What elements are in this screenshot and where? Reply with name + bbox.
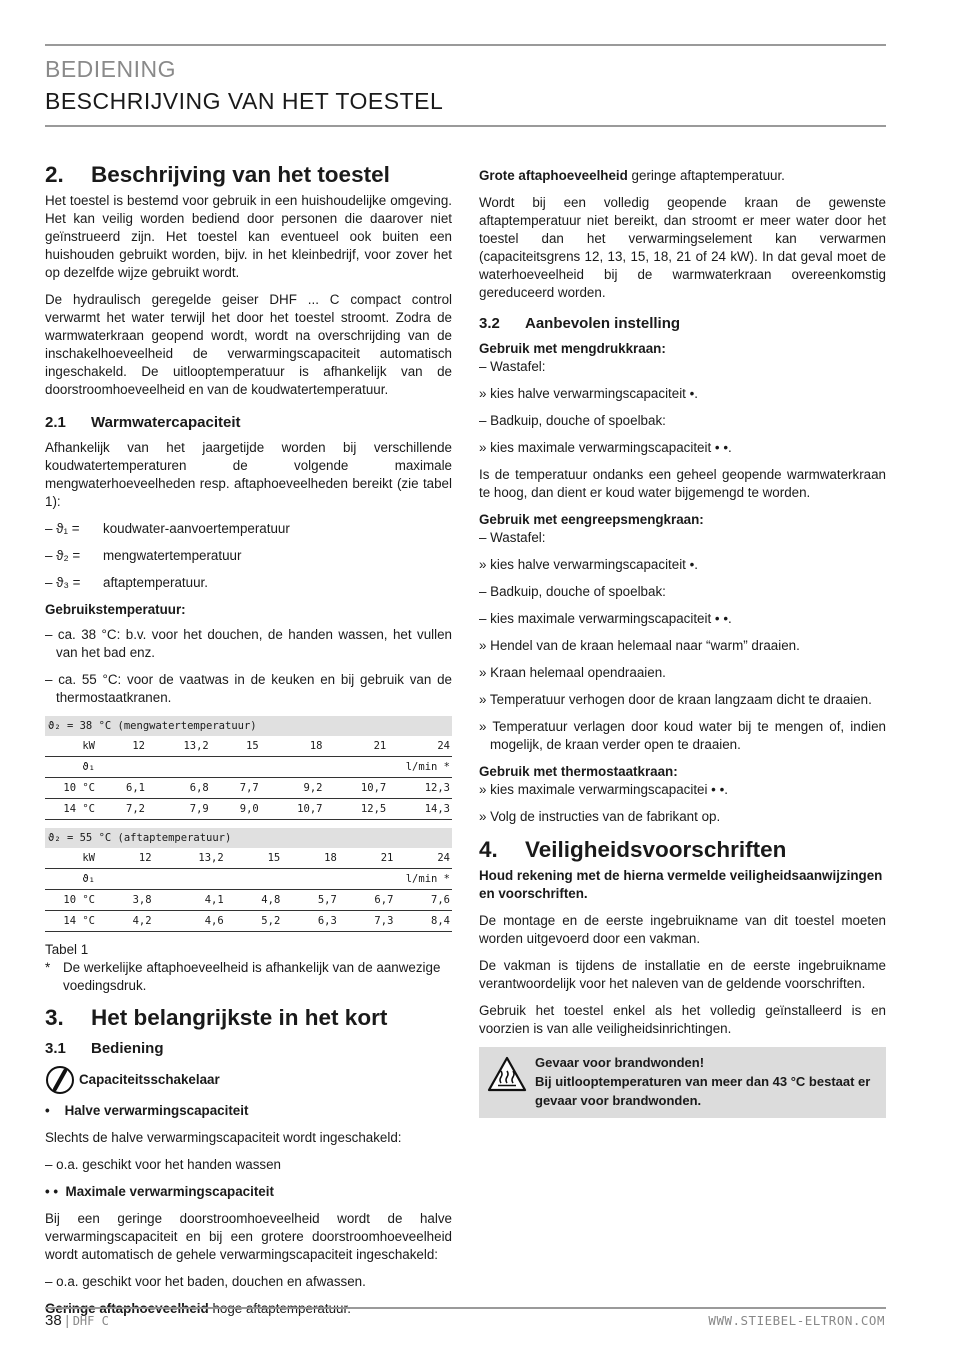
s2-paragraph-1: Het toestel is bestemd voor gebruik in een huishoudelijke omgeving. Het kan veilig worden bediend door personen die daarover niet geïnstrueerd zijn. Het toestel kan eventueel ook buiten een huishouden gebruikt worden, bijv. in het kleinbedrijf, voor zover het op dezelfde wijze gebruikt wordt. (45, 193, 452, 280)
table-caption: Tabel 1 (45, 942, 89, 957)
group-title: Gebruik met mengdrukkraan: (479, 341, 666, 356)
safety-paragraph-3: Gebruik het toestel enkel als het volledig geïnstalleerd is en voorzien is van alle veiligheidsinrichtingen. (479, 1003, 886, 1036)
s21-paragraph: Afhankelijk van het jaargetijde worden bij verschillende koudwatertemperaturen de volgende maximale mengwaterhoeveelheden resp. aftaphoeveelheden bereikt (zie tabel 1): (45, 440, 452, 509)
website-url: WWW.STIEBEL-ELTRON.COM (708, 1313, 885, 1328)
top-rule (45, 44, 886, 46)
list-item: – Badkuip, douche of spoelbak: (479, 413, 666, 428)
table-footnote: * De werkelijke aftaphoeveelheid is afhankelijk van de aanwezige voedingsdruk. (45, 960, 441, 993)
definition-row: – ϑ₁ = koudwater-aanvoertemperatuur (45, 521, 290, 536)
right-column (479, 167, 886, 1118)
section-4-heading: 4. Veiligheidsvoorschriften (479, 837, 787, 862)
list-item: » Hendel van de kraan helemaal naar “warm” draaien. (479, 638, 800, 653)
list-item: » kies halve verwarmingscapaciteit •. (479, 557, 699, 572)
list-item: – Wastafel: (479, 530, 546, 545)
safety-lead: Houd rekening met de hierna vermelde veiligheidsaanwijzingen en voorschriften. (479, 868, 883, 901)
capacity-table-55: ϑ₂ = 55 °C (aftaptemperatuur) kW 12 13,2 15 18 21 24 ϑ₁ l/min * 10 °C 3,8 4,1 4,8 5,7 6,7 7,6 14 °C 4,2 4,6 5,2 6,3 7,3 8,4 (45, 828, 452, 932)
table-row: 14 °C 4,2 4,6 5,2 6,3 7,3 8,4 (45, 911, 452, 932)
usage-item: – ca. 38 °C: b.v. voor het douchen, de handen wassen, het vullen van het bad enz. (45, 627, 452, 660)
header-section: BEDIENING (45, 56, 177, 82)
list-item: » kies maximale verwarmingscapacitei • •. (479, 782, 729, 797)
hot-surface-warning-icon (487, 1053, 535, 1110)
half-capacity-text: Slechts de halve verwarmingscapaciteit wordt ingeschakeld: (45, 1130, 402, 1145)
left-column (45, 160, 452, 1327)
section-3-1-heading: 3.1 Bediening (45, 1040, 164, 1057)
definition-row: – ϑ₃ = aftaptemperatuur. (45, 575, 208, 590)
warning-text: Gevaar voor brandwonden! Bij uitlooptemperaturen van meer dan 43 °C bestaat er gevaar voor brandwonden. (535, 1055, 871, 1108)
table-row: 10 °C 6,1 6,8 7,7 9,2 10,7 12,3 (45, 778, 452, 799)
max-capacity-title: • • Maximale verwarmingscapaciteit (45, 1184, 274, 1199)
group-note: Is de temperatuur ondanks een geheel geopende warmwaterkraan te hoog, dan dient er koud water bijgemengd te worden. (479, 467, 886, 500)
capacity-switch-icon (45, 1065, 79, 1095)
high-flow-note: Grote aftaphoeveelheid geringe aftaptemperatuur. (479, 168, 785, 183)
usage-item: – ca. 55 °C: voor de vaatwas in de keuken en bij gebruik van de thermostaatkranen. (45, 672, 452, 705)
open-tap-paragraph: Wordt bij een volledig geopende kraan de gewenste aftaptemperatuur niet bereikt, dan stroomt er meer water door het toestel dan het verwarmingselement kan verwarmen (capaciteitsgrens 12, 13, 15, 18, 21 of 24 kW). In dat geval moet de waterhoeveelheid bij de warmwaterkraan overeenkomstig gereduceerd worden. (479, 195, 886, 300)
half-capacity-title: • Halve verwarmingscapaciteit (45, 1103, 249, 1118)
list-item: – Badkuip, douche of spoelbak: (479, 584, 666, 599)
section-2-1-heading: 2.1 Warmwatercapaciteit (45, 414, 241, 431)
list-item: » Temperatuur verlagen door koud water bij te mengen of, indien mogelijk, de kraan verder open te draaien. (479, 719, 886, 752)
header-title: BESCHRIJVING VAN HET TOESTEL (45, 88, 444, 114)
table-row: 10 °C 3,8 4,1 4,8 5,7 6,7 7,6 (45, 890, 452, 911)
group-title: Gebruik met eengreepsmengkraan: (479, 512, 704, 527)
safety-paragraph-1: De montage en de eerste ingebruikname van dit toestel moeten worden uitgevoerd door een vakman. (479, 913, 886, 946)
footer-rule (45, 1307, 886, 1309)
safety-paragraph-2: De vakman is tijdens de installatie en de eerste ingebruikname verantwoordelijk voor het naleven van de geldende voorschriften. (479, 958, 886, 991)
page-number: 38 (45, 1312, 62, 1329)
capacity-table-38: ϑ₂ = 38 °C (mengwatertemperatuur) kW 12 13,2 15 18 21 24 ϑ₁ l/min * 10 °C 6,1 6,8 7,7 9,2 10,7 12,3 14 °C 7,2 7,9 9,0 10,7 12,5 14,3 (45, 716, 452, 820)
table-row: 14 °C 7,2 7,9 9,0 10,7 12,5 14,3 (45, 799, 452, 820)
group-title: Gebruik met thermostaatkraan: (479, 764, 678, 779)
list-item: – kies maximale verwarmingscapaciteit • •. (479, 611, 732, 626)
max-capacity-item: – o.a. geschikt voor het baden, douchen en afwassen. (45, 1274, 366, 1289)
capacity-switch-label: Capaciteitsschakelaar (45, 1065, 452, 1095)
list-item: » Kraan helemaal opendraaien. (479, 665, 666, 680)
max-capacity-text: Bij een geringe doorstroomhoeveelheid wordt de halve verwarmingscapaciteit en bij een grotere doorstroomhoeveelheid wordt automatisch de gehele verwarmingscapaciteit ingeschakeld: (45, 1211, 452, 1262)
usage-title: Gebruikstemperatuur: (45, 602, 186, 617)
definition-row: – ϑ₂ = mengwatertemperatuur (45, 548, 242, 563)
section-3-heading: 3. Het belangrijkste in het kort (45, 1005, 388, 1030)
s2-paragraph-2: De hydraulisch geregelde geiser DHF ... C compact control verwarmt het water terwijl het door het toestel stroomt. Zodra de warmwaterkraan geopend wordt, wordt na overschrijding van de inschakelhoeveelheid de verwarmingscapaciteit automatisch ingeschakeld. De uitlooptemperatuur is afhankelijk van de doorstroomhoeveelheid en van de koudwatertemperatuur. (45, 292, 452, 397)
section-3-2-heading: 3.2 Aanbevolen instelling (479, 315, 681, 332)
list-item: – Wastafel: (479, 359, 546, 374)
table-title: ϑ₂ = 55 °C (aftaptemperatuur) (45, 828, 452, 848)
list-item: » Temperatuur verhogen door de kraan langzaam dicht te draaien. (479, 692, 872, 707)
list-item: » kies maximale verwarmingscapaciteit • •. (479, 440, 732, 455)
section-2-heading: 2. Beschrijving van het toestel (45, 162, 390, 187)
table-title: ϑ₂ = 38 °C (mengwatertemperatuur) (45, 716, 452, 736)
header-rule (45, 125, 886, 127)
doc-name: DHF C (72, 1314, 109, 1328)
burn-warning-box (479, 1047, 886, 1118)
list-item: » Volg de instructies van de fabrikant op. (479, 809, 721, 824)
half-capacity-item: – o.a. geschikt voor het handen wassen (45, 1157, 281, 1172)
page-footer: 38 | DHF C (45, 1312, 109, 1329)
list-item: » kies halve verwarmingscapaciteit •. (479, 386, 699, 401)
